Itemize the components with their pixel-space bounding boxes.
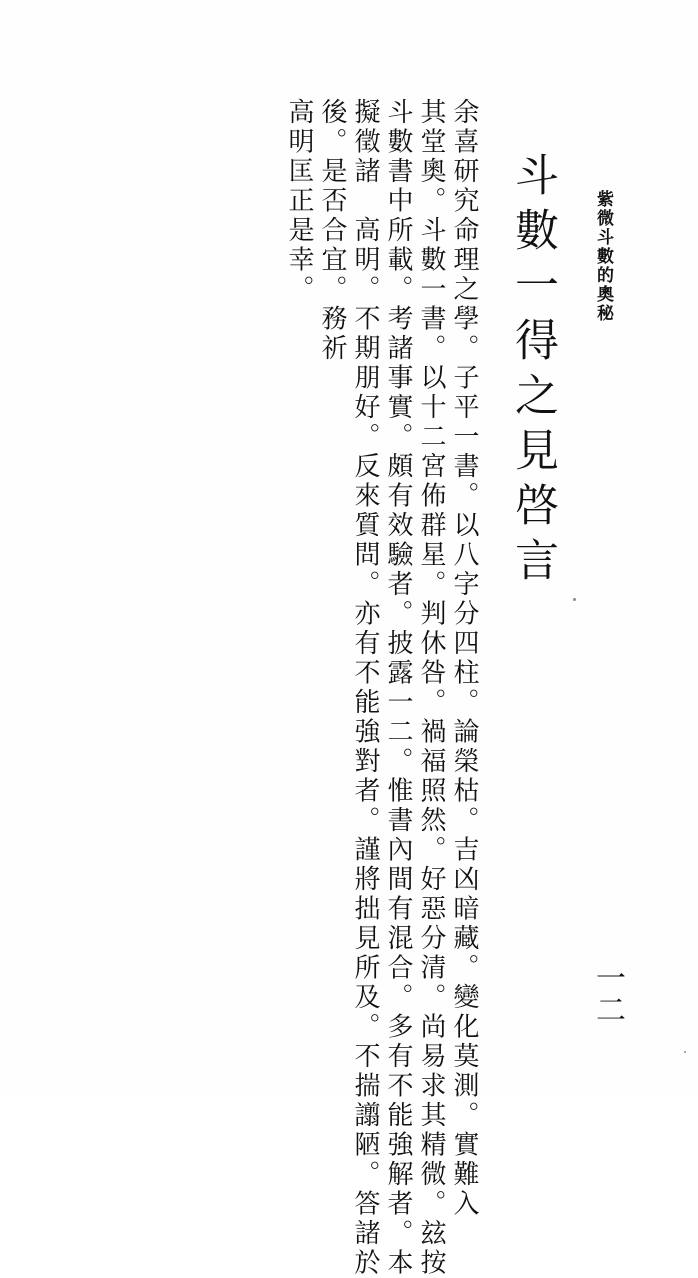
body-line-6: 高明匡正是幸。: [284, 98, 314, 305]
running-head: 紫微斗數的奧秘: [593, 190, 613, 323]
body-line-3: 斗數書中所載。考諸事實。頗有效驗者。披露一二。惟書內間有混合。多有不能強解者。本: [383, 98, 413, 1278]
article-body: [240, 98, 480, 1278]
body-line-1: 余喜研究命理之學。子平一書。以八字分四柱。論榮枯。吉凶暗藏。變化莫測。實難入: [449, 98, 479, 1219]
body-line-5: 後。是否合宜。務祈: [317, 98, 347, 364]
body-line-2: 其堂奧。斗數一書。以十二宮佈群星。判休咎。禍福照然。好惡分清。尚易求其精微。玆按: [416, 98, 446, 1278]
page-number: 一二: [590, 962, 625, 1026]
paper-speck: [573, 598, 576, 601]
article-title: 斗數一得之見啓言: [507, 152, 558, 592]
paper-speck: [684, 1051, 686, 1053]
body-line-4: 擬徵諸 高明。不期朋好。反來質問。亦有不能強對者。謹將拙見所及。不揣譾陋。答諸於: [350, 98, 380, 1278]
